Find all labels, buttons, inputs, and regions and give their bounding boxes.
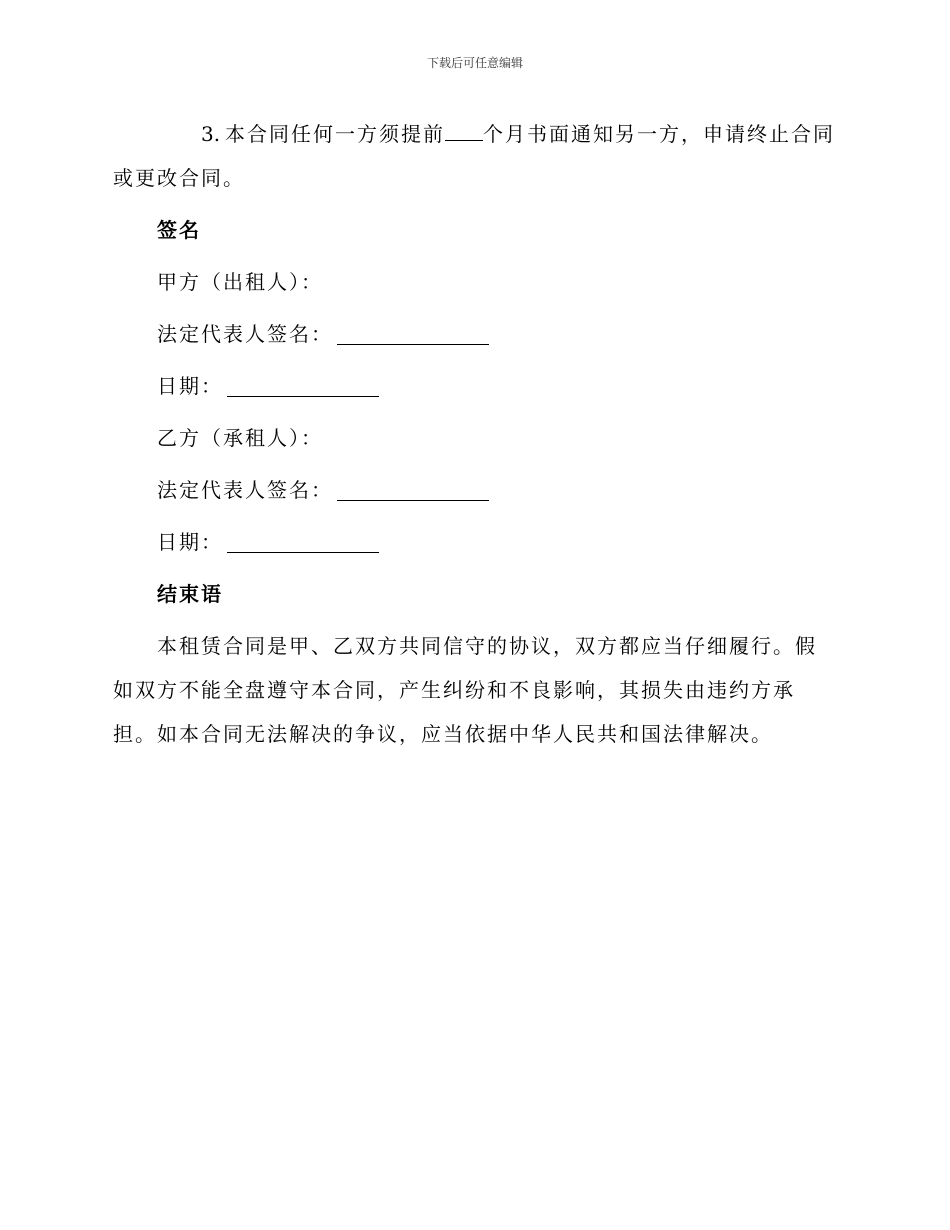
party-a-signature-field[interactable]	[337, 312, 489, 345]
clause-3	[113, 112, 837, 200]
party-a-representative-label: 法定代表人签名：	[157, 322, 333, 346]
party-b-date-field[interactable]	[227, 520, 379, 553]
party-a-line	[157, 260, 837, 304]
party-b-line	[157, 416, 837, 460]
clause-number: 3.	[201, 122, 221, 146]
party-a-date-label: 日期：	[157, 374, 223, 398]
notice-months-blank	[445, 126, 483, 141]
party-b-representative-line	[157, 468, 837, 512]
party-b-label: 乙方（承租人）：	[157, 426, 323, 450]
party-a-label: 甲方（出租人）：	[157, 270, 323, 294]
document-content	[113, 112, 837, 756]
closing-section-title: 结束语	[157, 582, 223, 606]
party-a-representative-line	[157, 312, 837, 356]
party-b-date-label: 日期：	[157, 530, 223, 554]
clause-text-before-blank: 本合同任何一方须提前	[225, 122, 445, 146]
page-header-note: 下载后可任意编辑	[426, 56, 523, 70]
party-b-date-line	[157, 520, 837, 564]
signature-section-title: 签名	[157, 218, 201, 242]
party-a-date-line	[157, 364, 837, 408]
closing-paragraph: 本租赁合同是甲、乙双方共同信守的协议，双方都应当仔细履行。假如双方不能全盘遵守本合同，产生纠纷和不良影响，其损失由违约方承担。如本合同无法解决的争议，应当依据中华人民共和国法律解决。	[113, 634, 817, 746]
party-b-signature-field[interactable]	[337, 468, 489, 501]
party-b-representative-label: 法定代表人签名：	[157, 478, 333, 502]
clause-text-after-blank: 个月书面通知另一方，申请终止合同或更改合同。	[113, 122, 835, 190]
party-a-date-field[interactable]	[227, 364, 379, 397]
